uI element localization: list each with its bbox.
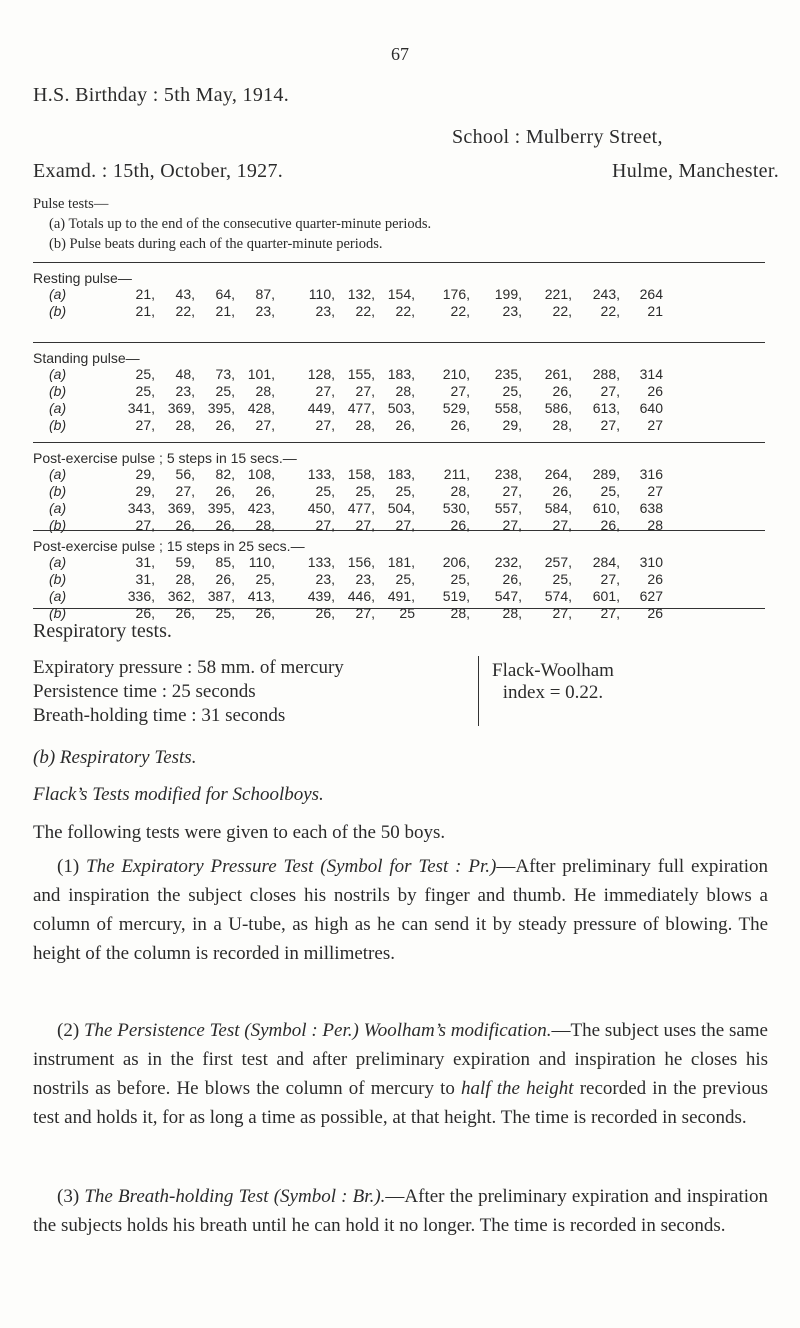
table-cell: 23, (502, 303, 522, 319)
table-cell: 28, (355, 417, 375, 433)
table-cell: 21, (135, 286, 155, 302)
table-cell: 446, (347, 588, 375, 604)
table-cell: 26, (600, 517, 620, 533)
table-cell: 25, (355, 483, 375, 499)
table-cell: 27, (502, 517, 522, 533)
birthday-line: H.S. Birthday : 5th May, 1914. (33, 84, 290, 106)
item-number: (3) (57, 1186, 80, 1207)
table-cell: 28 (647, 517, 663, 533)
section-title: Post-exercise pulse ; 5 steps in 15 secs.— (33, 450, 297, 466)
table-cell: 369, (167, 500, 195, 516)
expiratory-pressure: Expiratory pressure : 58 mm. of mercury (33, 657, 344, 678)
table-cell: 27, (355, 517, 375, 533)
paragraph-persistence (33, 1016, 768, 1132)
table-cell: 574, (544, 588, 572, 604)
table-cell: 85, (215, 554, 235, 570)
table-cell: 314 (639, 366, 663, 382)
table-cell: 26, (552, 483, 572, 499)
examined-line: Examd. : 15th, October, 1927. (33, 160, 284, 182)
table-cell: 27, (600, 417, 620, 433)
table-cell: 341, (127, 400, 155, 416)
flack-woolham-label: Flack-Woolham (492, 660, 614, 681)
table-cell: 26, (215, 517, 235, 533)
table-cell: 27 (647, 417, 663, 433)
table-cell: 23, (355, 571, 375, 587)
table-cell: 23, (315, 303, 335, 319)
table-row (33, 588, 765, 604)
table-cell: 288, (592, 366, 620, 382)
test-title: The Breath-holding Test (Symbol : Br.). (84, 1186, 386, 1207)
table-cell: 26, (255, 605, 275, 621)
table-row (33, 383, 765, 399)
table-cell: 503, (387, 400, 415, 416)
table-cell: 289, (592, 466, 620, 482)
table-cell: 439, (307, 588, 335, 604)
test-description: —After the preliminary expiration and inspiration the subjects holds his breath until he can hold it no longer. The time is recorded in seconds. (33, 1186, 768, 1236)
table-cell: 477, (347, 500, 375, 516)
table-cell: 183, (387, 466, 415, 482)
table-cell: 27, (600, 571, 620, 587)
table-cell: 27, (552, 517, 572, 533)
table-cell: 26 (647, 571, 663, 587)
table-cell: 428, (247, 400, 275, 416)
table-cell: 155, (347, 366, 375, 382)
table-cell: 28, (255, 517, 275, 533)
table-cell: 181, (387, 554, 415, 570)
table-cell: 110, (248, 554, 275, 570)
table-cell: 31, (135, 571, 155, 587)
test-description-cont: recorded in the previous test and holds it, for as long a time as possible, at that height. The time is recorded in seconds. (33, 1078, 768, 1128)
table-row (33, 366, 765, 382)
row-label: (a) (49, 466, 67, 482)
row-label: (b) (49, 605, 67, 621)
table-cell: 22, (600, 303, 620, 319)
table-cell: 176, (442, 286, 470, 302)
paragraph-intro: The following tests were given to each of the 50 boys. (33, 822, 446, 843)
table-cell: 64, (215, 286, 235, 302)
row-label: (a) (49, 588, 67, 604)
row-label: (b) (49, 417, 67, 433)
table-cell: 28, (175, 571, 195, 587)
row-label: (a) (49, 366, 67, 382)
table-cell: 27, (135, 417, 155, 433)
table-cell: 26 (647, 605, 663, 621)
table-cell: 133, (307, 466, 335, 482)
test-description: —After preliminary full expiration and inspiration the subject closes his nostrils by finger and thumb. He immediately blows a column of mercury, in a U-tube, as high as he can send it by steady pressure of blowing. The height of the column is recorded in millimetres. (33, 856, 769, 964)
table-cell: 108, (247, 466, 275, 482)
heading-respiratory-tests: (b) Respiratory Tests. (33, 747, 197, 768)
table-cell: 235, (494, 366, 522, 382)
table-cell: 28, (395, 383, 415, 399)
paragraph-expiratory (33, 852, 768, 968)
table-cell: 82, (215, 466, 235, 482)
table-cell: 232, (494, 554, 522, 570)
table-cell: 369, (167, 400, 195, 416)
table-cell: 43, (175, 286, 195, 302)
table-cell: 558, (494, 400, 522, 416)
table-row (33, 286, 765, 302)
table-cell: 557, (494, 500, 522, 516)
table-cell: 26 (647, 383, 663, 399)
table-cell: 530, (442, 500, 470, 516)
table-cell: 477, (347, 400, 375, 416)
table-cell: 26, (215, 483, 235, 499)
row-label: (a) (49, 554, 67, 570)
persistence-time: Persistence time : 25 seconds (33, 681, 256, 702)
row-label: (b) (49, 483, 67, 499)
table-cell: 23, (175, 383, 195, 399)
breath-holding-time: Breath-holding time : 31 seconds (33, 705, 286, 726)
test-title: The Expiratory Pressure Test (Symbol for Test : Pr.) (86, 856, 497, 877)
table-cell: 284, (592, 554, 620, 570)
table-cell: 27, (255, 417, 275, 433)
table-cell: 27, (395, 517, 415, 533)
section-title: Resting pulse— (33, 270, 132, 286)
table-cell: 59, (175, 554, 195, 570)
table-cell: 26, (175, 517, 195, 533)
table-cell: 27, (315, 517, 335, 533)
table-cell: 25, (135, 383, 155, 399)
place-line: Hulme, Manchester. (612, 160, 780, 182)
table-cell: 610, (592, 500, 620, 516)
school-line: School : Mulberry Street, (452, 126, 663, 148)
table-row (33, 605, 765, 621)
table-cell: 450, (307, 500, 335, 516)
table-cell: 26, (552, 383, 572, 399)
table-cell: 519, (442, 588, 470, 604)
section-title: Standing pulse— (33, 350, 140, 366)
row-label: (b) (49, 303, 67, 319)
flack-woolham-value: index = 0.22. (502, 682, 604, 703)
table-cell: 27, (315, 417, 335, 433)
table-cell: 613, (592, 400, 620, 416)
table-cell: 27, (600, 383, 620, 399)
table-cell: 627 (639, 588, 663, 604)
table-cell: 336, (127, 588, 155, 604)
table-cell: 27, (552, 605, 572, 621)
table-cell: 154, (387, 286, 415, 302)
table-cell: 395, (207, 400, 235, 416)
table-cell: 362, (167, 588, 195, 604)
table-cell: 638 (639, 500, 663, 516)
table-cell: 27 (647, 483, 663, 499)
table-cell: 29, (135, 466, 155, 482)
table-cell: 26, (395, 417, 415, 433)
table-cell: 25, (502, 383, 522, 399)
table-cell: 25, (552, 571, 572, 587)
table-cell: 586, (544, 400, 572, 416)
pulse-tests-title: Pulse tests— (33, 196, 109, 212)
row-label: (b) (49, 517, 67, 533)
table-row (33, 571, 765, 587)
row-label: (a) (49, 500, 67, 516)
table-cell: 25 (399, 605, 415, 621)
table-cell: 26, (450, 517, 470, 533)
table-cell: 26, (215, 417, 235, 433)
table-cell: 22, (175, 303, 195, 319)
table-cell: 22, (355, 303, 375, 319)
table-cell: 27, (175, 483, 195, 499)
table-cell: 31, (135, 554, 155, 570)
heading-flack-tests: Flack’s Tests modified for Schoolboys. (33, 784, 324, 805)
grouping-brace (470, 656, 479, 726)
table-cell: 27, (355, 383, 375, 399)
table-cell: 156, (347, 554, 375, 570)
table-cell: 27, (135, 517, 155, 533)
table-cell: 28, (502, 605, 522, 621)
page-number: 67 (391, 44, 409, 64)
flack-woolham-index (492, 660, 614, 704)
table-cell: 28, (552, 417, 572, 433)
pulse-note-b: (b) Pulse beats during each of the quarter-minute periods. (49, 236, 383, 252)
table-cell: 21 (647, 303, 663, 319)
table-cell: 264, (544, 466, 572, 482)
table-cell: 56, (175, 466, 195, 482)
table-cell: 101, (247, 366, 275, 382)
table-row (33, 483, 765, 499)
table-cell: 27, (600, 605, 620, 621)
table-cell: 601, (592, 588, 620, 604)
table-cell: 25, (315, 483, 335, 499)
table-cell: 27, (450, 383, 470, 399)
table-cell: 491, (387, 588, 415, 604)
table-cell: 29, (502, 417, 522, 433)
table-cell: 640 (639, 400, 663, 416)
respiratory-results (33, 656, 344, 728)
table-cell: 28, (175, 417, 195, 433)
table-cell: 87, (255, 286, 275, 302)
table-cell: 25, (215, 383, 235, 399)
table-cell: 206, (442, 554, 470, 570)
table-row (33, 554, 765, 570)
table-cell: 211, (443, 466, 470, 482)
table-cell: 22, (395, 303, 415, 319)
paragraph-breath-holding (33, 1182, 768, 1240)
table-cell: 21, (215, 303, 235, 319)
respiratory-title: Respiratory tests. (33, 620, 172, 642)
table-cell: 395, (207, 500, 235, 516)
table-cell: 26, (215, 571, 235, 587)
row-label: (a) (49, 400, 67, 416)
table-cell: 26, (315, 605, 335, 621)
table-cell: 316 (639, 466, 663, 482)
table-cell: 26, (175, 605, 195, 621)
table-cell: 210, (442, 366, 470, 382)
table-cell: 423, (247, 500, 275, 516)
table-cell: 27, (315, 383, 335, 399)
table-cell: 25, (450, 571, 470, 587)
table-row (33, 417, 765, 433)
table-cell: 25, (600, 483, 620, 499)
table-row (33, 500, 765, 516)
table-cell: 110, (308, 286, 335, 302)
table-cell: 27, (355, 605, 375, 621)
table-cell: 26, (135, 605, 155, 621)
table-row (33, 400, 765, 416)
table-cell: 22, (552, 303, 572, 319)
test-title: The Persistence Test (Symbol : Per.) Woolham’s modification. (83, 1020, 552, 1041)
table-cell: 504, (387, 500, 415, 516)
table-cell: 387, (207, 588, 235, 604)
table-cell: 26, (450, 417, 470, 433)
table-row (33, 466, 765, 482)
table-cell: 25, (255, 571, 275, 587)
row-label: (b) (49, 571, 67, 587)
table-cell: 529, (442, 400, 470, 416)
table-rule (33, 342, 765, 343)
table-cell: 584, (544, 500, 572, 516)
table-cell: 243, (592, 286, 620, 302)
table-cell: 25, (215, 605, 235, 621)
table-cell: 343, (127, 500, 155, 516)
table-cell: 158, (347, 466, 375, 482)
table-cell: 28, (450, 605, 470, 621)
table-rule (33, 442, 765, 443)
item-number: (2) (57, 1020, 80, 1041)
test-description: —The subject uses the same instrument as in the first test and after preliminary expiration and inspiration he closes his nostrils as before. He blows the column of mercury to (33, 1020, 768, 1099)
table-row (33, 517, 765, 533)
table-rule (33, 262, 765, 263)
table-cell: 26, (255, 483, 275, 499)
table-cell: 221, (544, 286, 572, 302)
table-cell: 449, (307, 400, 335, 416)
table-cell: 25, (395, 483, 415, 499)
item-number: (1) (57, 856, 80, 877)
table-cell: 29, (135, 483, 155, 499)
table-cell: 27, (502, 483, 522, 499)
table-cell: 28, (255, 383, 275, 399)
table-cell: 261, (544, 366, 572, 382)
table-cell: 22, (450, 303, 470, 319)
table-cell: 238, (494, 466, 522, 482)
table-cell: 25, (135, 366, 155, 382)
emphasis-half-height: half the height (461, 1078, 574, 1099)
table-cell: 128, (307, 366, 335, 382)
table-cell: 132, (347, 286, 375, 302)
row-label: (b) (49, 383, 67, 399)
table-cell: 23, (255, 303, 275, 319)
table-cell: 310 (639, 554, 663, 570)
table-cell: 26, (502, 571, 522, 587)
table-cell: 133, (307, 554, 335, 570)
table-cell: 547, (494, 588, 522, 604)
table-cell: 183, (387, 366, 415, 382)
table-cell: 199, (494, 286, 522, 302)
table-cell: 48, (175, 366, 195, 382)
table-cell: 25, (395, 571, 415, 587)
section-title: Post-exercise pulse ; 15 steps in 25 secs.— (33, 538, 305, 554)
table-row (33, 303, 765, 319)
table-cell: 28, (450, 483, 470, 499)
pulse-note-a: (a) Totals up to the end of the consecutive quarter-minute periods. (49, 216, 432, 232)
table-cell: 21, (135, 303, 155, 319)
table-cell: 257, (544, 554, 572, 570)
table-cell: 73, (215, 366, 235, 382)
table-cell: 23, (315, 571, 335, 587)
row-label: (a) (49, 286, 67, 302)
table-cell: 264 (639, 286, 663, 302)
table-cell: 413, (247, 588, 275, 604)
